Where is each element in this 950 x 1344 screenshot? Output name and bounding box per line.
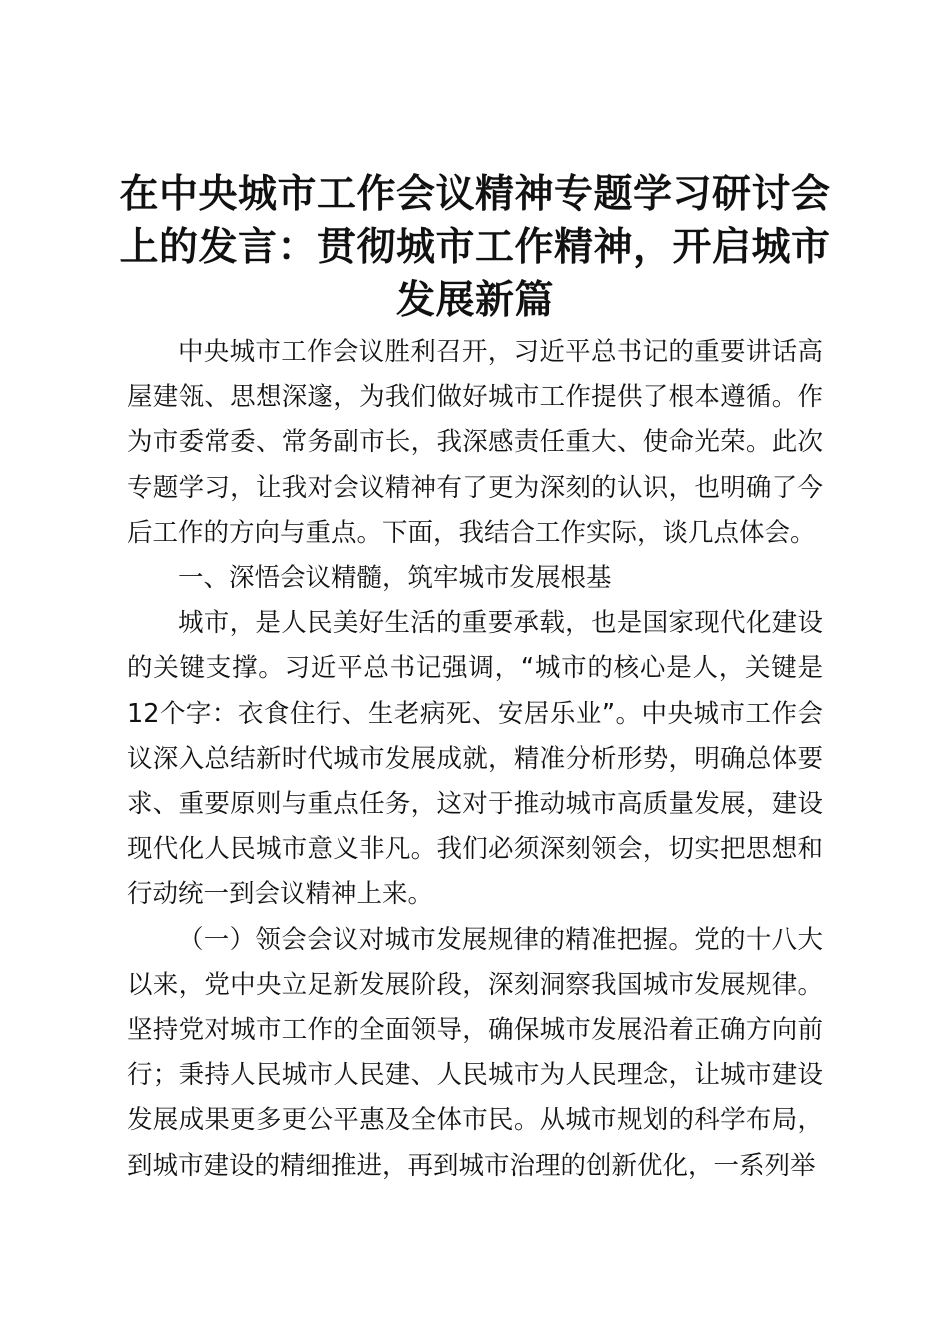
intro-paragraph: 中央城市工作会议胜利召开，习近平总书记的重要讲话高屋建瓴、思想深邃，为我们做好城市工作提供了根本遵循。作为市委常委、常务副市长，我深感责任重大、使命光荣。此次专题学习，让我对会议精神有了更为深刻的认识，也明确了今后工作的方向与重点。下面，我结合工作实际，谈几点体会。 (127, 337, 823, 548)
section-heading: 一、深悟会议精髓，筑牢城市发展根基 (178, 563, 612, 594)
body-paragraph: 城市，是人民美好生活的重要承载，也是国家现代化建设的关键支撑。习近平总书记强调，“城市的核心是人，关键是12个字：衣食住行、生老病死、安居乐业”。中央城市工作会议深入总结新时代城市发展成就，精准分析形势，明确总体要求、重要原则与重点任务，这对于推动城市高质量发展，建设现代化人民城市意义非凡。我们必须深刻领会，切实把思想和行动统一到会议精神上来。 (127, 608, 823, 910)
document-title: 在中央城市工作会议精神专题学习研讨会上的发言：贯彻城市工作精神，开启城市发展新篇 (119, 172, 831, 323)
subsection-paragraph: （一）领会会议对城市发展规律的精准把握。党的十八大以来，党中央立足新发展阶段，深刻洞察我国城市发展规律。坚持党对城市工作的全面领导，确保城市发展沿着正确方向前行；秉持人民城市人民建、人民城市为人民理念，让城市建设发展成果更多更公平惠及全体市民。从城市规划的科学布局，到城市建设的精细推进，再到城市治理的创新优化，一系列举 (127, 924, 823, 1181)
document-body (127, 330, 823, 1189)
